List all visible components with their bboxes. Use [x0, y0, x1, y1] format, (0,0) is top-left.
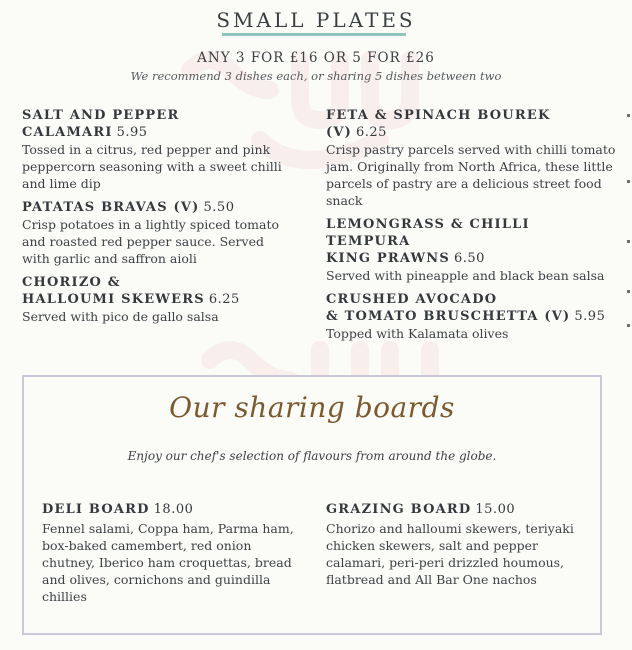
- board-description: Fennel salami, Coppa ham, Parma ham, box-baked camembert, red onion chutney, Iberico ham croquettas, bread and olives, cornichons and guindilla chillies: [42, 521, 294, 604]
- board-item: [326, 501, 596, 588]
- dish-price: 6.25: [356, 125, 387, 140]
- dish-description: Tossed in a citrus, red pepper and pink peppercorn seasoning with a sweet chilli and lime dip: [22, 142, 282, 191]
- dish-name: LEMONGRASS & CHILLI TEMPURA KING PRAWNS 6.50: [326, 217, 530, 266]
- board-description: Chorizo and halloumi skewers, teriyaki chicken skewers, salt and pepper calamari, peri-peri drizzled houmous, flatbread and All Bar One nachos: [326, 521, 574, 587]
- title-underline: [222, 33, 406, 36]
- menu-item: [326, 291, 616, 342]
- dish-price: 5.95: [574, 309, 606, 324]
- dish-name: CHORIZO & HALLOUMI SKEWERS 6.25: [22, 275, 240, 307]
- sharing-boards-title: Our sharing boards: [169, 391, 455, 424]
- offer-note: We recommend 3 dishes each, or sharing 5 dishes between two: [130, 69, 502, 83]
- board-price: 15.00: [475, 502, 516, 517]
- dish-description: Topped with Kalamata olives: [326, 326, 509, 341]
- dish-name: FETA & SPINACH BOUREK (V) 6.25: [326, 108, 551, 140]
- section-title: SMALL PLATES: [216, 8, 416, 32]
- menu-item: [326, 107, 616, 209]
- dish-price: 5.50: [203, 200, 235, 215]
- board-name: DELI BOARD 18.00: [42, 502, 194, 517]
- dish-name: SALT AND PEPPER CALAMARI 5.95: [22, 108, 180, 140]
- board-price: 18.00: [153, 502, 194, 517]
- dish-description: Served with pico de gallo salsa: [22, 309, 219, 324]
- small-plates-left-column: [22, 107, 292, 332]
- dish-description: Served with pineapple and black bean salsa: [326, 268, 605, 283]
- dish-price: 6.50: [453, 251, 485, 266]
- adjacent-page-edge: [624, 0, 632, 650]
- offer-text: ANY 3 FOR £16 OR 5 FOR £26: [197, 50, 435, 66]
- dish-description: Crisp pastry parcels served with chilli tomato jam. Originally from North Africa, these little parcels of pastry are a delicious street food snack: [326, 142, 616, 208]
- board-item: [42, 501, 307, 605]
- menu-item: [22, 107, 292, 192]
- dish-name: PATATAS BRAVAS (V) 5.50: [22, 200, 235, 215]
- dish-price: 6.25: [208, 292, 240, 307]
- dish-description: Crisp potatoes in a lightly spiced tomato and roasted red pepper sauce. Served with garlic and saffron aioli: [22, 217, 280, 266]
- dish-name: CRUSHED AVOCADO & TOMATO BRUSCHETTA (V) 5.95: [326, 292, 606, 324]
- menu-item: [326, 216, 616, 284]
- menu-item: [22, 199, 292, 267]
- small-plates-right-column: [326, 107, 616, 349]
- dish-price: 5.95: [116, 125, 148, 140]
- menu-item: [22, 274, 292, 325]
- board-name: GRAZING BOARD 15.00: [326, 502, 516, 517]
- sharing-boards-note: Enjoy our chef's selection of flavours from around the globe.: [127, 449, 497, 463]
